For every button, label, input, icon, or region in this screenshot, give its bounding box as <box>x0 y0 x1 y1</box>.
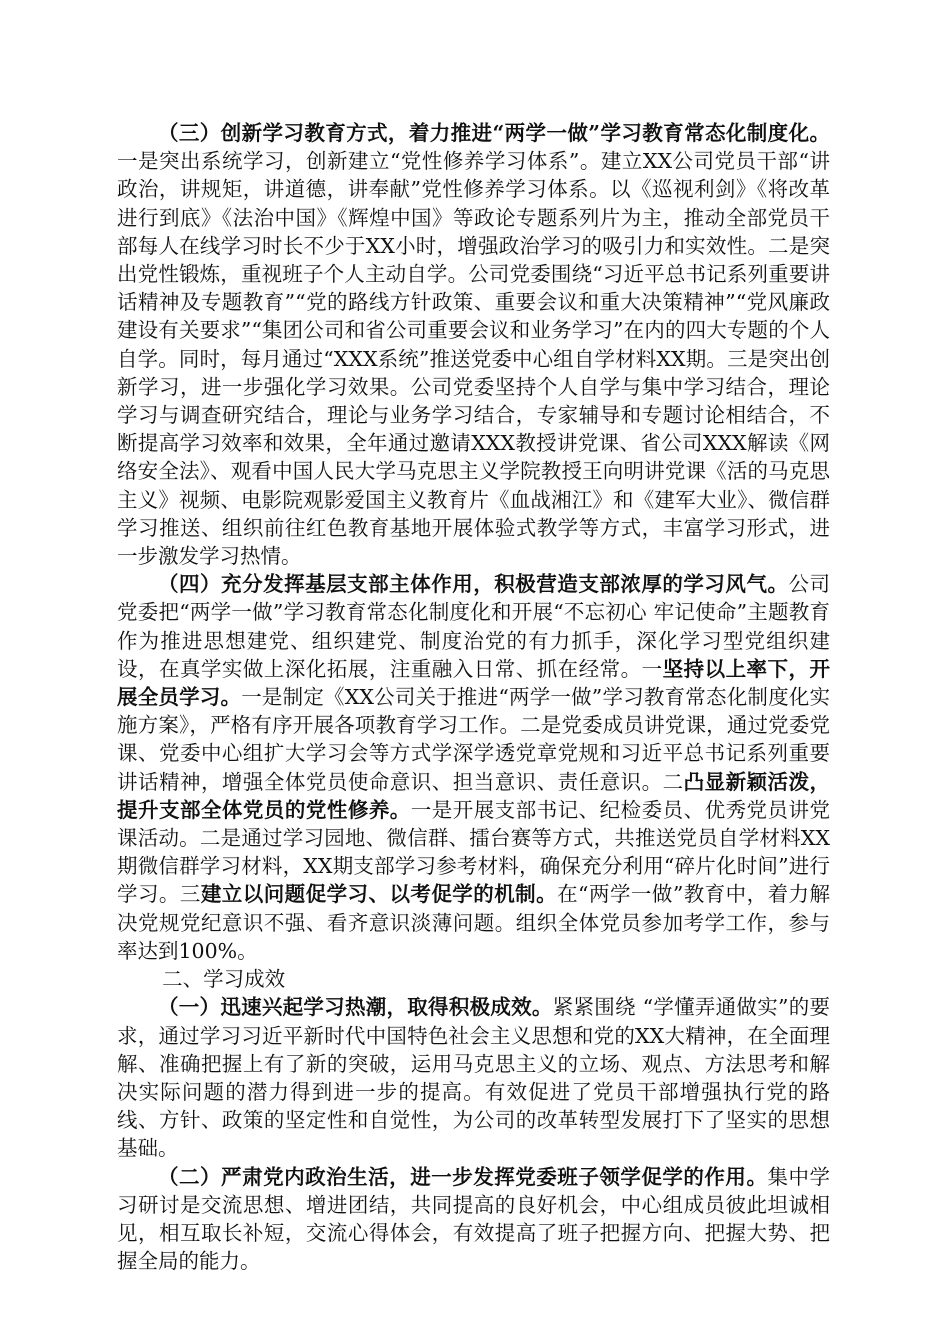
paragraph-body: 集中学习研讨是交流思想、增进团结，共同提高的良好机会，中心组成员彼此坦诚相见，相互取长补短，交流心得体会，有效提高了班子把握方向、把握大势、把握全局的能力。 <box>117 1164 831 1274</box>
inline-bold-phrase: 凸显新颖活泼，提升支部全体党员的党性修养。 <box>117 769 831 822</box>
paragraph-body: 一是开展支部书记、纪检委员、优秀党员讲党课活动。二是通过学习园地、微信群、擂台赛等方式，共推送党员自学材料XX期微信群学习材料，XX期支部学习参考材料，确保充分利用“碎片化时间”进行学习。三 <box>117 797 831 907</box>
paragraph-lead-bold: （二）严肃党内政治生活，进一步发挥党委班子领学促学的作用。 <box>158 1164 768 1189</box>
document-page <box>117 119 830 1275</box>
section-heading-results: 二、学习成效 <box>162 967 286 992</box>
inline-bold-phrase: 坚持以上率下，开展全员学习。 <box>117 656 831 710</box>
paragraph-body: 公司党委把“两学一做”学习教育常态化制度化和开展“不忘初心 牢记使命”主题教育作为推进思想建党、组织建党、制度治党的有力抓手，深化学习型党组织建设，在真学实做上深化拓展，注重融入日常、抓在经常。一 <box>117 572 831 681</box>
paragraph-body: 一是制定《XX公司关于推进“两学一做”学习教育常态化制度化实施方案》，严格有序开展各项教育学习工作。二是党委成员讲党课，通过党委党课、党委中心组扩大学习会等方式学深学透党章党规和习近平总书记系列重要讲话精神，增强全体党员使命意识、担当意识、责任意识。二 <box>117 685 831 794</box>
paragraph-body: 紧紧围绕 “学懂弄通做实”的要求，通过学习习近平新时代中国特色社会主义思想和党的XX大精神，在全面理解、准确把握上有了新的突破，运用马克思主义的立场、观点、方法思考和解决实际问题的潜力得到进一步的提高。有效促进了党员干部增强执行党的路线、方针、政策的坚定性和自觉性，为公司的改革转型发展打下了坚实的思想基础。 <box>117 995 831 1161</box>
paragraph-branch-role <box>117 570 830 965</box>
paragraph-learning-wave <box>117 993 830 1162</box>
paragraph-body: 一是突出系统学习，创新建立“党性修养学习体系”。建立XX公司党员干部“讲政治，讲规矩，讲道德，讲奉献”党性修养学习体系。以《巡视利剑》《将改革进行到底》《法治中国》《辉煌中国》等政论专题系列片为主，推动全部党员干部每人在线学习时长不少于XX小时，增强政治学习的吸引力和实效性。二是突出党性锻炼，重视班子个人主动自学。公司党委围绕“习近平总书记系列重要讲话精神及专题教育”“党的路线方针政策、重要会议和重大决策精神”“党风廉政建设有关要求”“集团公司和省公司重要会议和业务学习”在内的四大专题的个人自学。同时，每月通过“XXX系统”推送党委中心组自学材料XX期。三是突出创新学习，进一步强化学习效果。公司党委坚持个人自学与集中学习结合，理论学习与调查研究结合，理论与业务学习结合，专家辅导和专题讨论相结合，不断提高学习效率和效果，全年通过邀请XXX教授讲党课、省公司XXX解读《网络安全法》、观看中国人民大学马克思主义学院教授王向明讲党课《活的马克思主义》视频、电影院观影爱国主义教育片《血战湘江》和《建军大业》、微信群学习推送、组织前往红色教育基地开展体验式教学等方式，丰富学习形式，进一步激发学习热情。 <box>117 149 830 569</box>
paragraph-lead-bold: （一）迅速兴起学习热潮，取得积极成效。 <box>158 995 553 1020</box>
paragraph-lead-bold: （四）充分发挥基层支部主体作用，积极营造支部浓厚的学习风气。 <box>158 572 789 597</box>
paragraph-political-life <box>117 1163 830 1276</box>
paragraph-innovate-learning <box>117 119 830 570</box>
inline-bold-phrase: 建立以问题促学习、以考促学的机制。 <box>200 882 558 907</box>
paragraph-lead-bold: （三）创新学习教育方式，着力推进“两学一做”学习教育常态化制度化。 <box>158 121 830 145</box>
paragraph-body: 在“两学一做”教育中，着力解决党规党纪意识不强、看齐意识淡薄问题。组织全体党员参加考学工作，参与率达到100%。 <box>117 882 830 963</box>
